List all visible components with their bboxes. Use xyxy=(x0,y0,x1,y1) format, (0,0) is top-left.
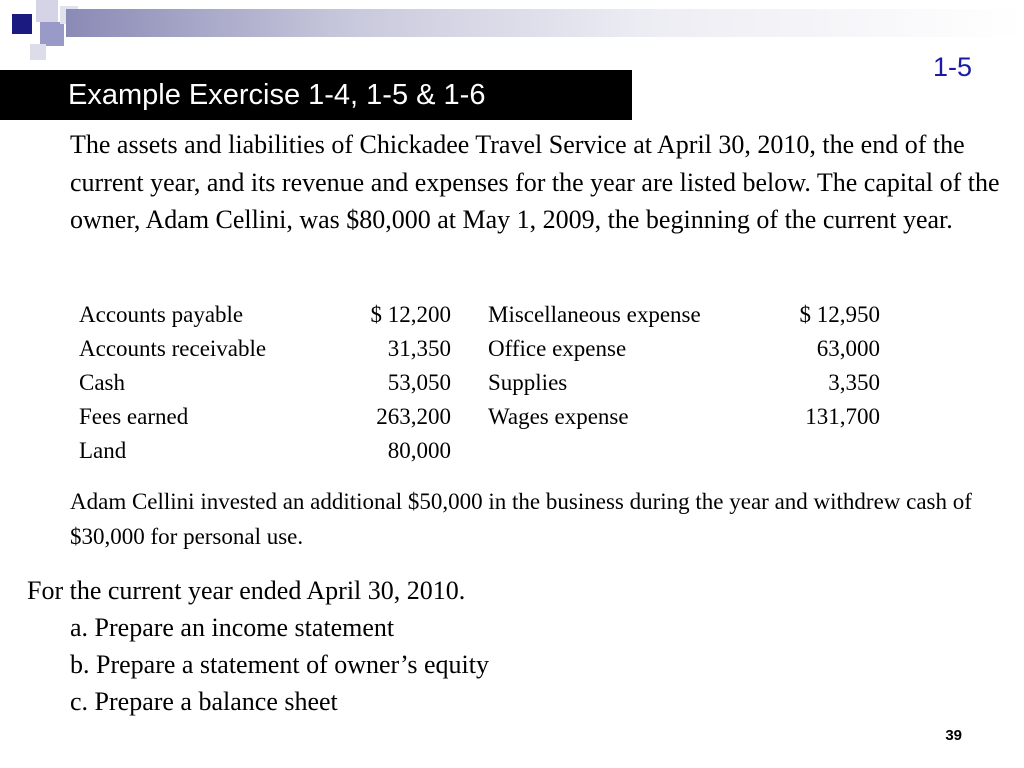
account-name: Land xyxy=(79,438,127,463)
account-name: Fees earned xyxy=(79,404,189,429)
account-row xyxy=(79,366,451,400)
instruction-item: c. Prepare a balance sheet xyxy=(70,687,338,716)
slide-title: Example Exercise 1-4, 1-5 & 1-6 xyxy=(68,79,486,111)
account-amount: 53,050 xyxy=(387,370,451,395)
decorative-square xyxy=(30,44,46,60)
instructions xyxy=(27,572,489,720)
account-amount: 131,700 xyxy=(805,404,880,429)
account-name: Accounts payable xyxy=(79,302,244,327)
account-amount: $ 12,950 xyxy=(799,302,880,327)
account-amount: 3,350 xyxy=(828,370,880,395)
investment-note: Adam Cellini invested an additional $50,000 in the business during the year and withdrew cash of $30,000 for personal use. xyxy=(70,489,972,549)
account-amount: 31,350 xyxy=(387,336,451,361)
account-row xyxy=(79,332,451,366)
account-name: Accounts receivable xyxy=(79,336,267,361)
account-row xyxy=(79,400,451,434)
decorative-square xyxy=(12,14,32,34)
decorative-square xyxy=(40,22,64,46)
page-number: 39 xyxy=(945,727,962,744)
account-name: Office expense xyxy=(488,336,627,361)
account-amount: 80,000 xyxy=(387,438,451,463)
account-name: Supplies xyxy=(488,370,568,395)
account-amount: 63,000 xyxy=(816,336,880,361)
accounts-list-right xyxy=(488,298,880,434)
account-name: Cash xyxy=(79,370,125,395)
accounts-list-left xyxy=(79,298,451,468)
account-amount: 263,200 xyxy=(376,404,451,429)
account-amount: $ 12,200 xyxy=(370,302,451,327)
account-row xyxy=(488,298,880,332)
account-row xyxy=(488,332,880,366)
instructions-heading: For the current year ended April 30, 2010. xyxy=(27,576,466,605)
account-row xyxy=(79,298,451,332)
account-row xyxy=(79,434,451,468)
intro-paragraph: The assets and liabilities of Chickadee Travel Service at April 30, 2010, the end of the current year, and its revenue and expenses for the year are listed below. The capital of the owner, Adam Cellini, was $80,000 at May 1, 2009, the beginning of the current year. xyxy=(70,130,1000,234)
account-name: Miscellaneous expense xyxy=(488,302,701,327)
title-bar xyxy=(0,70,632,120)
account-row xyxy=(488,400,880,434)
slide-corner-number: 1-5 xyxy=(932,52,972,82)
instruction-item: b. Prepare a statement of owner’s equity xyxy=(70,650,489,679)
account-row xyxy=(488,366,880,400)
decorative-square xyxy=(36,0,58,22)
instruction-item: a. Prepare an income statement xyxy=(70,613,395,642)
account-name: Wages expense xyxy=(488,404,629,429)
header-gradient-bar xyxy=(66,9,1024,37)
